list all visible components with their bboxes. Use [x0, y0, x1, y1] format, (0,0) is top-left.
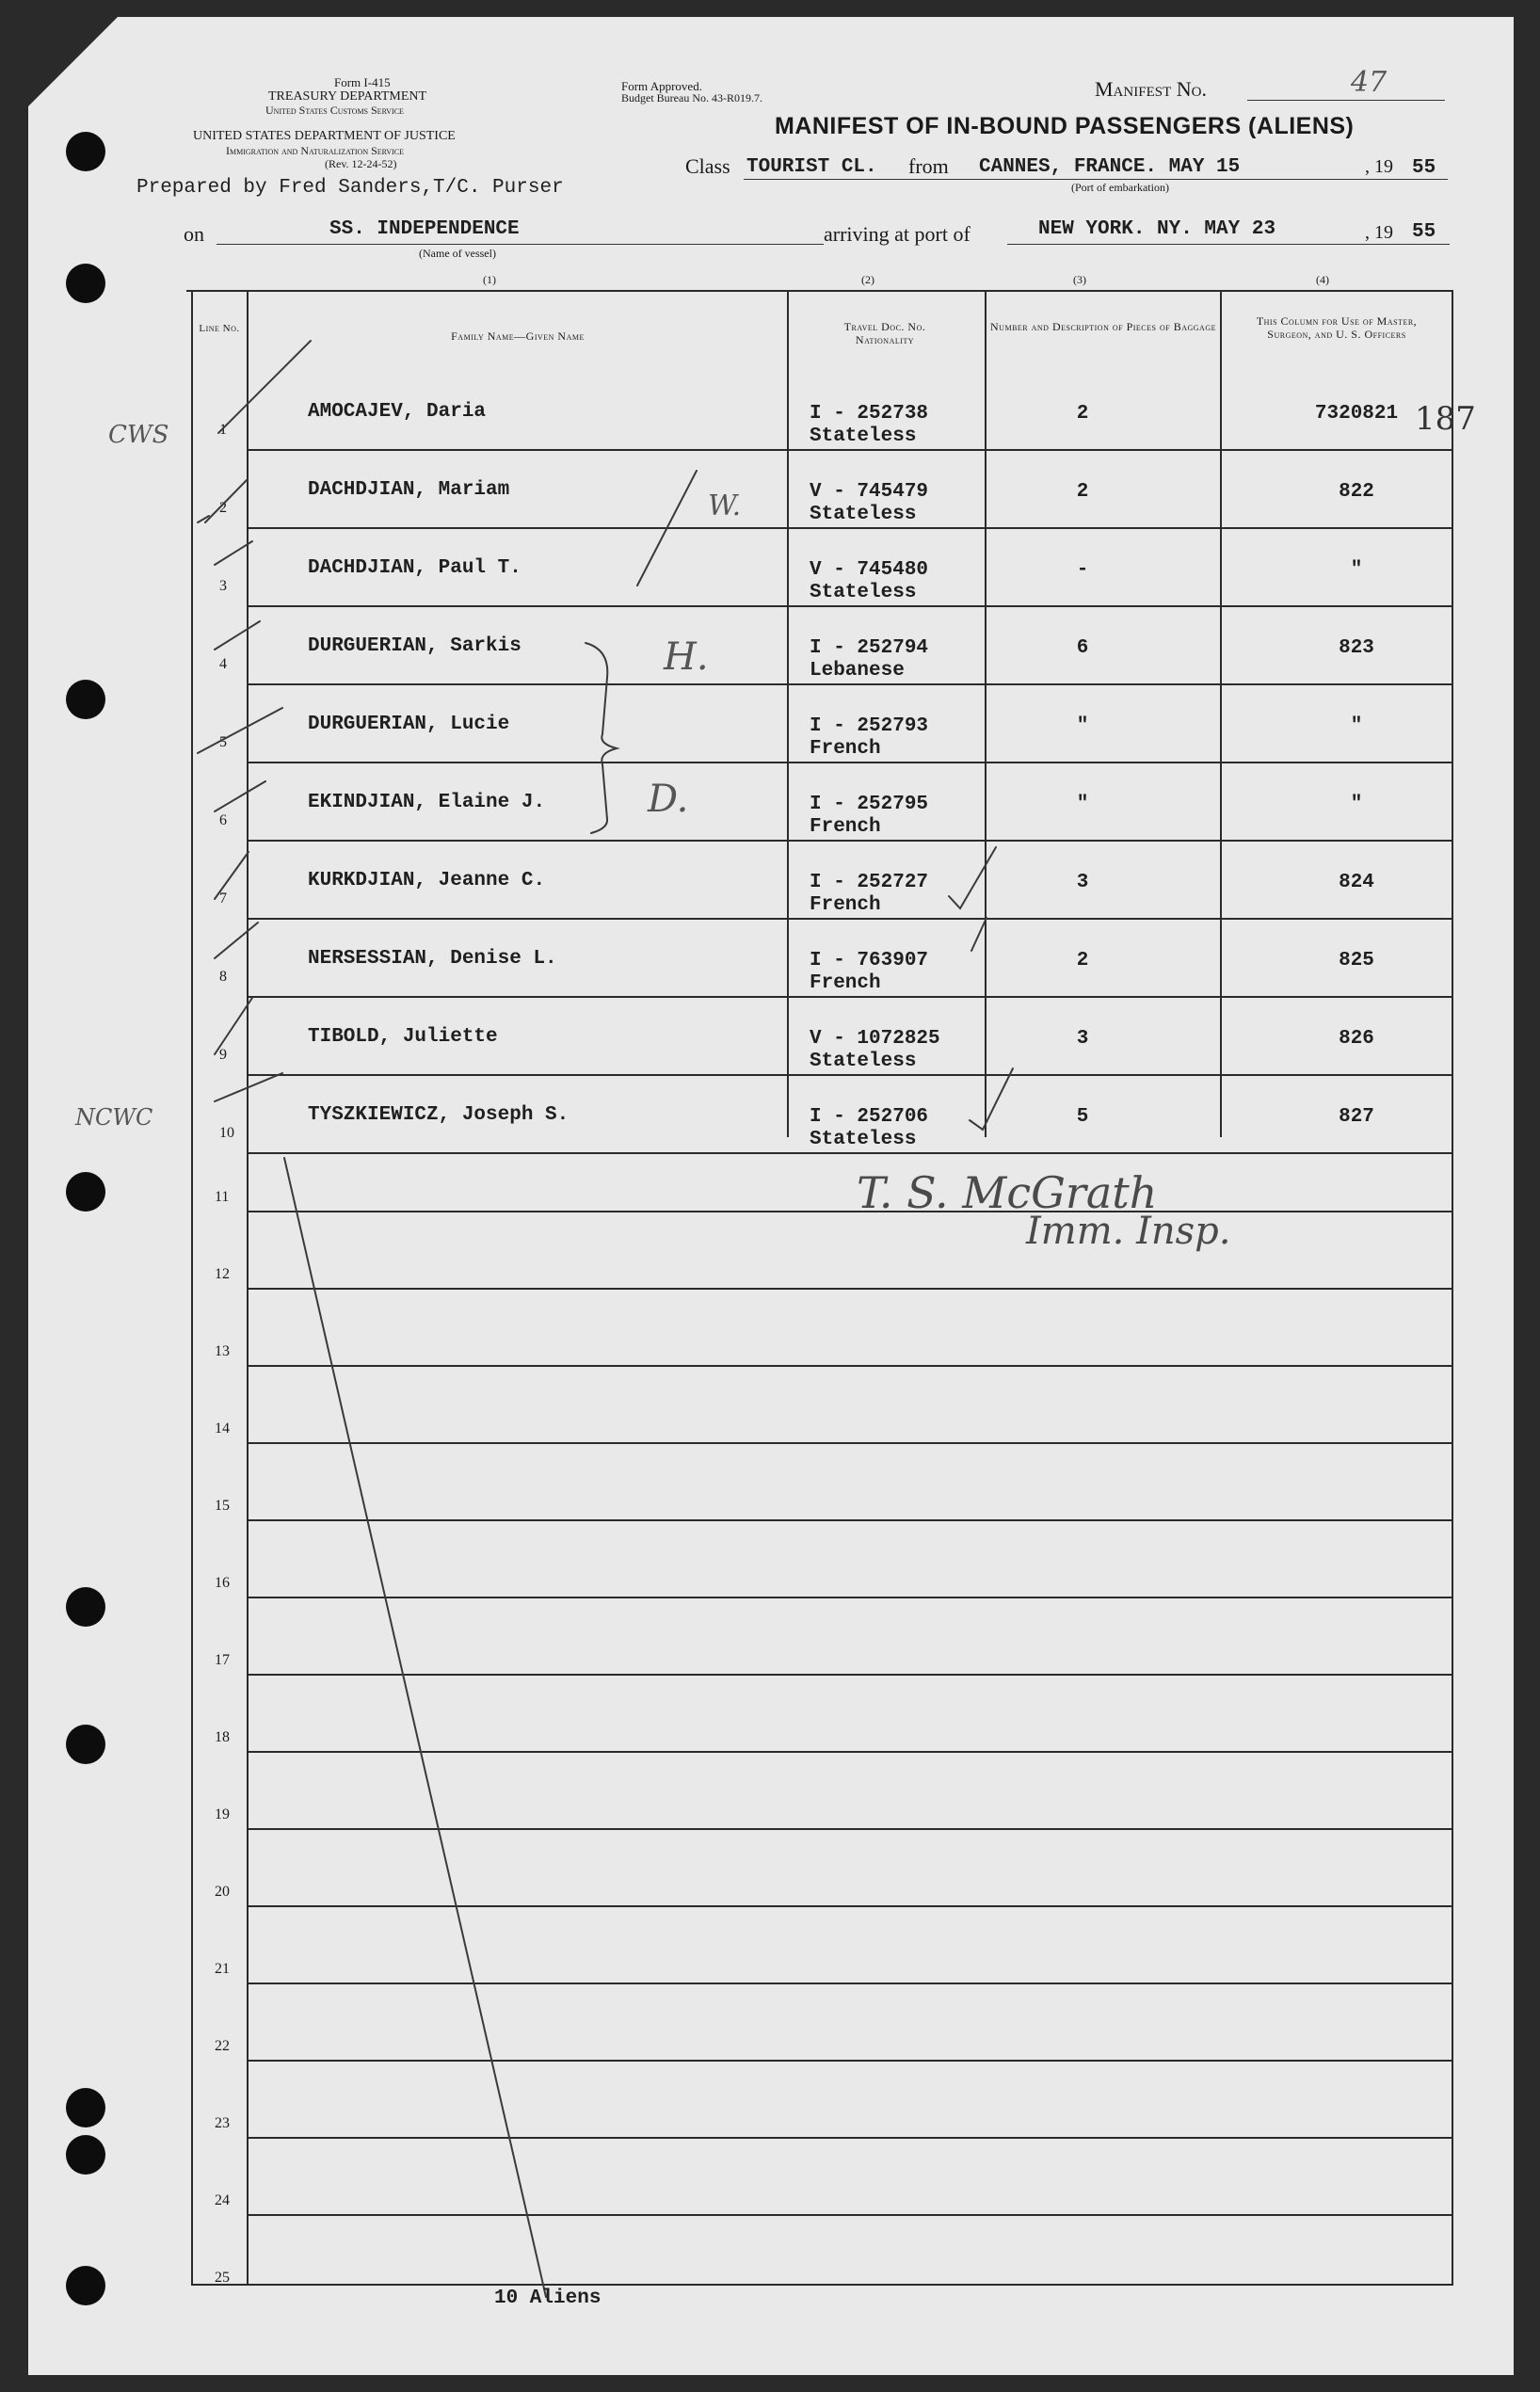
baggage-count: 5	[1076, 1106, 1089, 1128]
col-header-baggage: Number and Description of Pieces of Baggage	[990, 320, 1216, 333]
arrival-value: NEW YORK. NY. MAY 23	[1038, 218, 1276, 240]
col-num-1: (1)	[483, 273, 496, 286]
officer-note: "	[1350, 559, 1363, 581]
travel-doc-number: V - 1072825	[810, 1028, 940, 1050]
passenger-name: DURGUERIAN, Sarkis	[308, 635, 521, 657]
officer-note: 7320821	[1314, 403, 1399, 425]
manifest-number: 47	[1351, 66, 1388, 99]
travel-doc-number: I - 252794	[810, 637, 929, 659]
officer-note: 827	[1339, 1106, 1374, 1128]
line-number: 22	[215, 2038, 230, 2054]
signature-title: Imm. Insp.	[1026, 1210, 1231, 1253]
check-slash	[215, 781, 265, 811]
pen-slash	[637, 471, 697, 586]
line-number: 16	[215, 1575, 230, 1591]
officer-note: 823	[1339, 637, 1374, 659]
port-caption: (Port of embarkation)	[1071, 181, 1169, 194]
budget-bureau: Budget Bureau No. 43-R019.7.	[621, 91, 762, 104]
revision: (Rev. 12-24-52)	[325, 157, 397, 170]
officer-note: 826	[1339, 1028, 1374, 1050]
line-number: 13	[215, 1343, 230, 1359]
manifest-no-label: Manifest No.	[1095, 77, 1207, 101]
nationality: Stateless	[810, 582, 917, 603]
line-number: 20	[215, 1884, 230, 1900]
baggage-count: 3	[1076, 1028, 1089, 1050]
check-slash	[215, 541, 252, 565]
arriving-label: arriving at port of	[824, 222, 971, 246]
passenger-name: DURGUERIAN, Lucie	[308, 714, 510, 735]
officer-note: 822	[1339, 481, 1374, 503]
nationality: Stateless	[810, 425, 917, 447]
check-slash	[215, 998, 252, 1054]
travel-doc-number: I - 252706	[810, 1106, 929, 1128]
note-h: H.	[664, 635, 709, 679]
vessel-name: SS. INDEPENDENCE	[329, 218, 520, 240]
line-number: 6	[219, 812, 227, 828]
col-header-officers: This Column for Use of Master, Surgeon, and U. S. Officers	[1256, 314, 1418, 341]
nationality: French	[810, 972, 881, 994]
justice-dept: UNITED STATES DEPARTMENT OF JUSTICE	[193, 129, 456, 143]
form-approved: Form Approved.	[621, 79, 702, 93]
passenger-name: AMOCAJEV, Daria	[308, 401, 487, 423]
check-slash	[198, 708, 282, 753]
form-number: Form I-415	[334, 75, 391, 89]
check-mark	[971, 918, 987, 951]
line-number: 2	[219, 500, 227, 516]
travel-doc-number: I - 252727	[810, 872, 929, 893]
baggage-count: 3	[1076, 872, 1089, 893]
margin-note-ncwc: NCWC	[75, 1104, 153, 1131]
arrival-year: 55	[1412, 221, 1436, 243]
officer-note: 825	[1339, 950, 1374, 971]
baggage-count: 2	[1076, 403, 1089, 425]
side-number: 187	[1415, 400, 1476, 438]
class-value: TOURIST CL.	[746, 156, 877, 178]
baggage-count: 2	[1076, 950, 1089, 971]
line-number: 3	[219, 578, 227, 594]
passenger-name: DACHDJIAN, Paul T.	[308, 557, 521, 579]
baggage-count: "	[1076, 715, 1089, 737]
nationality: French	[810, 816, 881, 838]
check-mark	[970, 1068, 1013, 1130]
officer-note: 824	[1339, 872, 1374, 893]
check-slash	[218, 341, 311, 433]
nationality: Lebanese	[810, 660, 905, 682]
travel-doc-number: I - 252738	[810, 403, 929, 425]
void-line	[284, 1158, 546, 2297]
signature: T. S. McGrath	[857, 1167, 1158, 1218]
baggage-count: 6	[1076, 637, 1089, 659]
col-header-name: Family Name—Given Name	[451, 329, 585, 343]
line-number: 11	[215, 1189, 230, 1205]
total-aliens: 10 Aliens	[494, 2288, 602, 2309]
line-number: 18	[215, 1729, 230, 1745]
customs-service: United States Customs Service	[265, 104, 404, 117]
travel-doc-number: I - 763907	[810, 950, 929, 971]
from-year: 55	[1412, 157, 1436, 179]
passenger-name: DACHDJIAN, Mariam	[308, 479, 510, 501]
check-slash	[215, 923, 258, 958]
officer-note: "	[1350, 715, 1363, 737]
col-header-line-no: Line No.	[199, 323, 240, 334]
line-number: 19	[215, 1806, 230, 1822]
check-slash	[215, 1073, 282, 1101]
treasury-dept: TREASURY DEPARTMENT	[268, 89, 427, 104]
check-slash	[215, 852, 249, 899]
margin-note-cws: CWS	[108, 421, 169, 449]
note-d: D.	[648, 778, 689, 821]
baggage-count: -	[1076, 559, 1089, 581]
check-slash	[215, 621, 260, 650]
line-number: 21	[215, 1961, 230, 1977]
passenger-name: TYSZKIEWICZ, Joseph S.	[308, 1104, 569, 1126]
nationality: Stateless	[810, 1129, 917, 1150]
ins-service: Immigration and Naturalization Service	[226, 144, 405, 157]
vessel-caption: (Name of vessel)	[419, 247, 496, 260]
prepared-by: Prepared by Fred Sanders,T/C. Purser	[136, 177, 564, 199]
passenger-name: TIBOLD, Juliette	[308, 1026, 498, 1048]
on-label: on	[184, 222, 204, 246]
col-num-3: (3)	[1073, 273, 1086, 286]
nationality: French	[810, 894, 881, 916]
from-year-prefix: , 19	[1365, 156, 1393, 177]
line-number: 8	[219, 969, 227, 985]
from-label: from	[908, 154, 949, 178]
line-number: 10	[219, 1125, 234, 1141]
nationality: Stateless	[810, 1051, 917, 1072]
line-number: 4	[219, 656, 227, 672]
line-number: 9	[219, 1047, 227, 1063]
travel-doc-number: I - 252793	[810, 715, 929, 737]
travel-doc-number: V - 745479	[810, 481, 929, 503]
line-number: 23	[215, 2115, 230, 2131]
line-number: 5	[219, 734, 227, 750]
col-num-4: (4)	[1316, 273, 1329, 286]
arrival-year-prefix: , 19	[1365, 222, 1393, 243]
col-num-2: (2)	[861, 273, 874, 286]
note-w: W.	[708, 490, 742, 522]
bracket-mark	[586, 643, 617, 833]
line-number: 14	[215, 1421, 230, 1437]
line-number: 1	[219, 422, 227, 438]
officer-note: "	[1350, 794, 1363, 815]
passenger-name: EKINDJIAN, Elaine J.	[308, 792, 546, 813]
line-number: 25	[215, 2270, 230, 2286]
travel-doc-number: I - 252795	[810, 794, 929, 815]
travel-doc-number: V - 745480	[810, 559, 929, 581]
line-number: 12	[215, 1266, 230, 1282]
line-number: 17	[215, 1652, 230, 1668]
passenger-name: KURKDJIAN, Jeanne C.	[308, 870, 546, 891]
col-header-doc: Travel Doc. No. Nationality	[843, 320, 926, 346]
baggage-count: 2	[1076, 481, 1089, 503]
passenger-name: NERSESSIAN, Denise L.	[308, 948, 557, 970]
line-number: 15	[215, 1498, 230, 1514]
baggage-count: "	[1076, 794, 1089, 815]
manifest-title: MANIFEST OF IN-BOUND PASSENGERS (ALIENS)	[775, 113, 1355, 139]
line-number: 7	[219, 891, 227, 907]
class-label: Class	[685, 154, 730, 178]
nationality: Stateless	[810, 504, 917, 525]
check-slash	[205, 480, 247, 522]
nationality: French	[810, 738, 881, 760]
check-mark	[949, 847, 996, 908]
from-value: CANNES, FRANCE. MAY 15	[979, 156, 1241, 178]
line-number: 24	[215, 2192, 230, 2208]
